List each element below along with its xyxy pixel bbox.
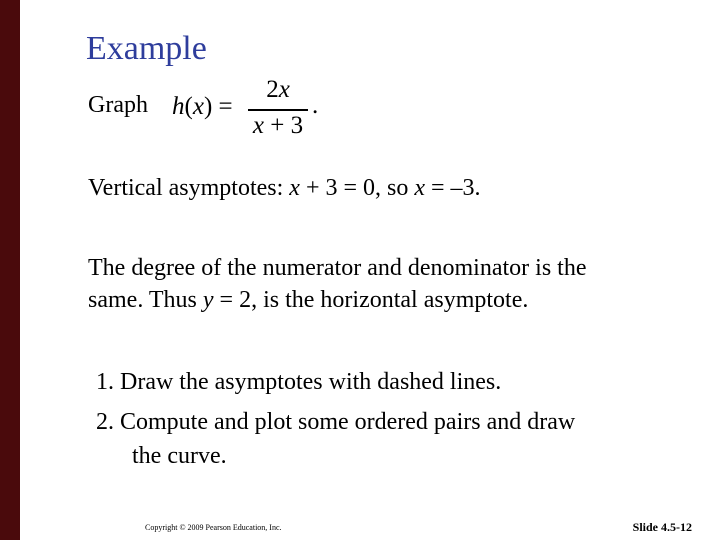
- function-variable: x: [192, 93, 204, 120]
- function-name: h: [172, 93, 185, 120]
- denominator: x + 3: [252, 112, 304, 139]
- numerator: 2x: [266, 76, 290, 103]
- step-1: 1. Draw the asymptotes with dashed lines.: [96, 369, 502, 395]
- function-lhs: h(x) =: [172, 93, 233, 120]
- fraction-bar: [248, 109, 308, 111]
- function-formula: [172, 76, 412, 146]
- step-2-continued: the curve.: [132, 443, 227, 469]
- horizontal-asymptote-line1: The degree of the numerator and denominator is the: [88, 255, 587, 281]
- equals-sign: =: [218, 93, 233, 120]
- slide-title: Example: [86, 30, 207, 67]
- step-2: 2. Compute and plot some ordered pairs and draw: [96, 409, 576, 435]
- horizontal-asymptote-line2: same. Thus y = 2, is the horizontal asymptote.: [88, 287, 529, 313]
- vertical-asymptote-text: Vertical asymptotes: x + 3 = 0, so x = –3.: [88, 175, 481, 201]
- slide-number: Slide 4.5-12: [632, 520, 692, 534]
- left-accent-bar: [0, 0, 20, 540]
- copyright-notice: Copyright © 2009 Pearson Education, Inc.: [145, 523, 282, 532]
- graph-label: Graph: [88, 92, 148, 118]
- formula-period: .: [312, 92, 319, 119]
